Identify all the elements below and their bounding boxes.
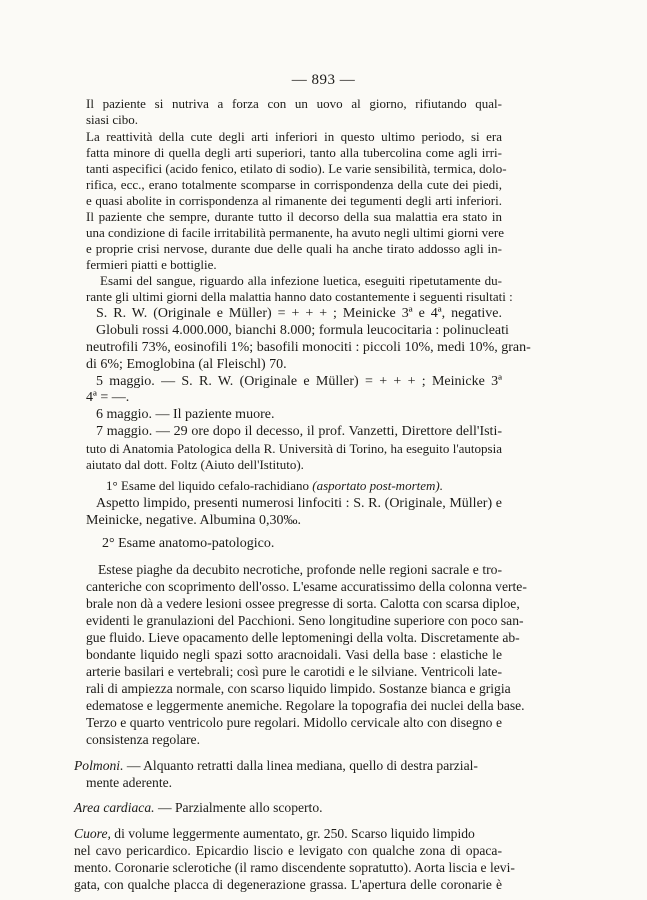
text-line: gue fluido. Lieve opacamento delle leptomeningi della volta. Discretamente ab- bbox=[86, 630, 520, 645]
text-line: 7 maggio. — 29 ore dopo il decesso, il prof. Vanzetti, Direttore dell'Isti- bbox=[96, 424, 502, 439]
text-line: mente aderente. bbox=[86, 775, 173, 790]
text-line: rali di ampiezza normale, con scarso liquido limpido. Sostanze bianca e grigia bbox=[86, 681, 511, 696]
csf-heading-note: (asportato post-mortem). bbox=[312, 478, 443, 493]
text-line bbox=[74, 826, 502, 842]
text-line: siasi cibo. bbox=[86, 112, 138, 127]
text-line: Aspetto limpido, presenti numerosi linfociti : S. R. (Originale, Müller) e bbox=[96, 496, 502, 511]
lungs-heading: Polmoni. bbox=[74, 758, 124, 773]
text-line: di 6%; Emoglobina (al Fleischl) 70. bbox=[86, 357, 287, 372]
lungs-text: — Alquanto retratti dalla linea mediana, quello di destra parzial- bbox=[126, 758, 478, 773]
text-line: arterie basilari e vertebrali; così pure le carotidi e le silviane. Ventricoli late- bbox=[86, 664, 502, 679]
csf-heading: 1° Esame del liquido cefalo-rachidiano bbox=[106, 478, 310, 493]
text-line: consistenza regolare. bbox=[86, 732, 200, 747]
text-line: Estese piaghe da decubito necrotiche, profonde nelle regioni sacrale e tro- bbox=[98, 562, 502, 577]
page-number: — 893 — bbox=[291, 72, 356, 88]
text-line: mento. Coronarie sclerotiche (il ramo discendente sopratutto). Aorta liscia e levi- bbox=[74, 860, 515, 875]
text-line bbox=[74, 800, 490, 816]
text-line: neutrofili 73%, eosinofili 1%; basofili monociti : piccoli 10%, medi 10%, gran- bbox=[86, 340, 531, 355]
text-line: rifica, ecc., erano totalmente scomparse in corrispondenza della cute dei piedi, bbox=[86, 177, 502, 192]
text-line: brale non dà a vedere lesioni ossee pregresse di sorta. Calotta con scarsa diploe, bbox=[86, 596, 520, 611]
cardiac-area-text: — Parzialmente allo scoperto. bbox=[157, 800, 323, 815]
text-line: Terzo e quarto ventricolo pure regolari. Midollo cervicale alto con disegno e bbox=[86, 715, 502, 730]
text-line: nel cavo pericardico. Epicardio liscio e levigato con qualche zona di opaca- bbox=[74, 843, 502, 858]
text-line: Meinicke, negative. Albumina 0,30‰. bbox=[86, 513, 302, 528]
autopsy-heading: 2° Esame anatomo-patologico. bbox=[102, 536, 275, 551]
text-line: una condizione di facile irritabilità permanente, ha avuto negli ultimi giorni vere bbox=[86, 225, 505, 240]
text-line: Esami del sangue, riguardo alla infezione luetica, eseguiti ripetutamente du- bbox=[100, 273, 502, 288]
text-line: S. R. W. (Originale e Müller) = + + + ; Meinicke 3ª e 4ª, negative. bbox=[96, 306, 502, 321]
text-line: fermieri piatti e bottiglie. bbox=[86, 257, 217, 272]
text-line: rante gli ultimi giorni della malattia hanno dato costantemente i seguenti risultati : bbox=[86, 289, 513, 304]
text-line bbox=[74, 758, 502, 774]
text-line: e quasi abolite in corrispondenza al rimanente dei tegumenti degli arti inferiori. bbox=[86, 193, 502, 208]
heart-heading: Cuore, bbox=[74, 826, 111, 841]
text-line: edematose e leggermente anemiche. Regolare la topografia dei nuclei della base. bbox=[86, 698, 525, 713]
text-line bbox=[106, 478, 502, 494]
text-line: 4ª = —. bbox=[86, 390, 130, 405]
text-line: aiutato dal dott. Foltz (Aiuto dell'Istituto). bbox=[86, 457, 304, 472]
text-line: canteriche con scoprimento dell'osso. L'esame accuratissimo della colonna verte- bbox=[86, 579, 527, 594]
text-line: gata, con qualche placca di degenerazione grassa. L'apertura delle coronarie è bbox=[74, 877, 502, 892]
text-line: bondante liquido negli spazi sotto aracnoidali. Vasi della base : elastiche le bbox=[86, 647, 502, 662]
text-line: La reattività della cute degli arti inferiori in questo ultimo periodo, si era bbox=[86, 129, 502, 144]
text-line: e proprie crisi nervose, durante due delle quali ha anche tirato addosso agli in- bbox=[86, 241, 502, 256]
heart-text: di volume leggermente aumentato, gr. 250. Scarso liquido limpido bbox=[114, 826, 475, 841]
text-line: Il paziente che sempre, durante tutto il decorso della sua malattia era stato in bbox=[86, 209, 502, 224]
text-line: fatta minore di quella degli arti superiori, tanto alla tubercolina come agli irri- bbox=[86, 145, 502, 160]
text-line: 5 maggio. — S. R. W. (Originale e Müller) = + + + ; Meinicke 3ª bbox=[96, 374, 502, 389]
text-line: Globuli rossi 4.000.000, bianchi 8.000; formula leucocitaria : polinucleati bbox=[96, 323, 509, 338]
text-line: 6 maggio. — Il paziente muore. bbox=[96, 407, 275, 422]
text-line: evidenti le granulazioni del Pacchioni. Seno longitudine superiore con poco san- bbox=[86, 613, 524, 628]
text-line: tanti aspecifici (acido fenico, etilato di sodio). Le varie sensibilità, termica, dolo- bbox=[86, 161, 507, 176]
cardiac-area-heading: Area cardiaca. bbox=[74, 800, 155, 815]
text-line: tuto di Anatomia Patologica della R. Università di Torino, ha eseguito l'autopsia bbox=[86, 441, 502, 456]
text-line: Il paziente si nutriva a forza con un uovo al giorno, rifiutando qual- bbox=[86, 96, 502, 111]
